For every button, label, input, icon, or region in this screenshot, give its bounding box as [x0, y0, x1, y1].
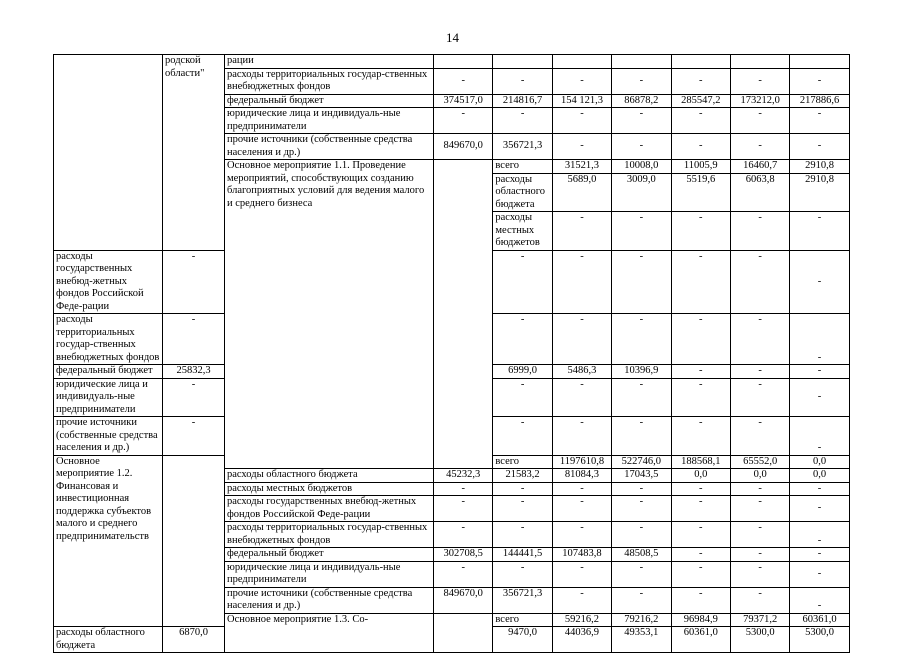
value-cell: - [552, 250, 611, 314]
value-cell: - [434, 108, 493, 134]
value-cell [552, 55, 611, 69]
value-cell: 25832,3 [163, 365, 225, 379]
value-cell: - [434, 522, 493, 548]
funding-source-cell: расходы территориальных государ-ственных внебюджетных фондов [225, 68, 434, 94]
value-cell: - [493, 561, 552, 587]
value-cell: - [671, 548, 730, 562]
funding-source-cell: расходы областного бюджета [493, 173, 552, 212]
value-cell: - [730, 587, 789, 613]
value-cell: 356721,3 [493, 134, 552, 160]
value-cell: 154 121,3 [552, 94, 611, 108]
value-cell: - [671, 378, 730, 417]
funding-source-cell: федеральный бюджет [54, 365, 163, 379]
value-cell: 11005,9 [671, 160, 730, 174]
value-cell: 79371,2 [730, 613, 789, 627]
value-cell: - [790, 108, 849, 134]
value-cell: 173212,0 [730, 94, 789, 108]
value-cell: 60361,0 [790, 613, 849, 627]
value-cell: 217886,6 [790, 94, 849, 108]
value-cell: - [552, 496, 611, 522]
funding-source-cell: расходы территориальных государ-ственных внебюджетных фондов [54, 314, 163, 365]
value-cell: - [730, 561, 789, 587]
funding-source-cell: всего [493, 613, 552, 627]
value-cell: 96984,9 [671, 613, 730, 627]
value-cell: - [612, 522, 671, 548]
value-cell: - [790, 496, 849, 522]
value-cell: - [552, 561, 611, 587]
value-cell: 522746,0 [612, 455, 671, 469]
value-cell: 21583,2 [493, 469, 552, 483]
value-cell: - [671, 108, 730, 134]
value-cell: 6063,8 [730, 173, 789, 212]
value-cell: - [790, 587, 849, 613]
value-cell: - [612, 482, 671, 496]
executor-cell [163, 455, 225, 627]
value-cell: - [493, 417, 552, 456]
value-cell: - [612, 587, 671, 613]
value-cell: - [552, 522, 611, 548]
value-cell: - [552, 134, 611, 160]
value-cell: 59216,2 [552, 613, 611, 627]
value-cell: - [163, 250, 225, 314]
event-name-cell: Основное мероприятие 1.1. Проведение мероприятий, способствующих созданию благоприятных условий для ведения малого и среднего бизнеса [225, 160, 434, 469]
value-cell: - [730, 365, 789, 379]
value-cell: - [671, 496, 730, 522]
value-cell: - [730, 417, 789, 456]
event-name-cell: Основное мероприятие 1.3. Со- [225, 613, 434, 653]
value-cell: - [671, 212, 730, 251]
value-cell: 44036,9 [552, 627, 611, 653]
value-cell: - [612, 314, 671, 365]
value-cell: 45232,3 [434, 469, 493, 483]
value-cell: - [790, 134, 849, 160]
value-cell [434, 55, 493, 69]
value-cell: - [552, 482, 611, 496]
value-cell: - [612, 108, 671, 134]
value-cell: - [671, 482, 730, 496]
value-cell: - [790, 561, 849, 587]
value-cell: 79216,2 [612, 613, 671, 627]
value-cell: - [493, 250, 552, 314]
value-cell: - [552, 212, 611, 251]
value-cell: - [730, 134, 789, 160]
value-cell: - [493, 496, 552, 522]
value-cell: 0,0 [790, 469, 849, 483]
funding-source-cell: расходы государственных внебюд-жетных фондов Российской Феде-рации [54, 250, 163, 314]
value-cell [612, 55, 671, 69]
value-cell: - [730, 482, 789, 496]
value-cell: - [612, 417, 671, 456]
value-cell: 60361,0 [671, 627, 730, 653]
value-cell: - [790, 212, 849, 251]
value-cell: 5486,3 [552, 365, 611, 379]
funding-source-cell: юридические лица и индивидуаль-ные предприниматели [225, 561, 434, 587]
value-cell: 302708,5 [434, 548, 493, 562]
value-cell: 374517,0 [434, 94, 493, 108]
value-cell: - [730, 496, 789, 522]
value-cell: - [790, 548, 849, 562]
value-cell: 214816,7 [493, 94, 552, 108]
funding-source-cell: всего [493, 160, 552, 174]
value-cell: - [730, 314, 789, 365]
value-cell: - [730, 108, 789, 134]
value-cell: - [612, 250, 671, 314]
value-cell: - [552, 68, 611, 94]
value-cell [493, 55, 552, 69]
value-cell: - [552, 108, 611, 134]
value-cell: - [552, 314, 611, 365]
value-cell: 49353,1 [612, 627, 671, 653]
budget-table [53, 54, 850, 653]
funding-source-cell: расходы государственных внебюд-жетных фондов Российской Феде-рации [225, 496, 434, 522]
value-cell: - [671, 417, 730, 456]
event-name-cell: Основное мероприятие 1.2. Финансовая и инвестиционная поддержка субъектов малого и среднего предпринимательств [54, 455, 163, 627]
value-cell: 31521,3 [552, 160, 611, 174]
value-cell: - [671, 314, 730, 365]
value-cell: - [552, 378, 611, 417]
value-cell: - [493, 378, 552, 417]
value-cell: - [790, 417, 849, 456]
value-cell: - [730, 68, 789, 94]
value-cell: - [612, 561, 671, 587]
value-cell: - [163, 417, 225, 456]
value-cell: - [434, 68, 493, 94]
value-cell: 81084,3 [552, 469, 611, 483]
value-cell: - [671, 561, 730, 587]
value-cell [671, 55, 730, 69]
value-cell: - [612, 134, 671, 160]
table-row [54, 55, 850, 69]
value-cell: 48508,5 [612, 548, 671, 562]
executor-cell: родской области" [163, 55, 225, 251]
value-cell: 6999,0 [493, 365, 552, 379]
value-cell: - [790, 522, 849, 548]
funding-source-cell: прочие источники (собственные средства населения и др.) [225, 587, 434, 613]
value-cell: - [434, 482, 493, 496]
value-cell: - [493, 68, 552, 94]
value-cell: 1197610,8 [552, 455, 611, 469]
funding-source-cell: федеральный бюджет [225, 548, 434, 562]
value-cell: - [493, 314, 552, 365]
value-cell: 10396,9 [612, 365, 671, 379]
value-cell: - [671, 68, 730, 94]
value-cell: - [790, 378, 849, 417]
value-cell: 0,0 [730, 469, 789, 483]
event-name-cell [54, 55, 163, 251]
funding-source-cell: расходы областного бюджета [54, 627, 163, 653]
funding-source-cell: федеральный бюджет [225, 94, 434, 108]
funding-source-cell: всего [493, 455, 552, 469]
value-cell: - [163, 378, 225, 417]
value-cell: 356721,3 [493, 587, 552, 613]
value-cell: 86878,2 [612, 94, 671, 108]
value-cell: 9470,0 [493, 627, 552, 653]
value-cell: - [671, 365, 730, 379]
value-cell: 5519,6 [671, 173, 730, 212]
value-cell: - [434, 496, 493, 522]
value-cell: - [790, 482, 849, 496]
value-cell: - [790, 68, 849, 94]
value-cell: - [612, 378, 671, 417]
value-cell: - [434, 561, 493, 587]
page-number: 14 [446, 30, 459, 45]
value-cell: - [163, 314, 225, 365]
value-cell: 2910,8 [790, 173, 849, 212]
funding-source-cell: юридические лица и индивидуаль-ные предприниматели [225, 108, 434, 134]
value-cell: 0,0 [790, 455, 849, 469]
funding-source-cell: прочие источники (собственные средства населения и др.) [225, 134, 434, 160]
value-cell: 5300,0 [790, 627, 849, 653]
value-cell: - [790, 250, 849, 314]
value-cell [730, 55, 789, 69]
value-cell: 2910,8 [790, 160, 849, 174]
funding-source-cell: расходы местных бюджетов [493, 212, 552, 251]
executor-cell [434, 160, 493, 469]
value-cell: - [612, 496, 671, 522]
funding-source-cell: юридические лица и индивидуаль-ные предприниматели [54, 378, 163, 417]
value-cell: - [493, 108, 552, 134]
value-cell [790, 55, 849, 69]
value-cell: 5300,0 [730, 627, 789, 653]
value-cell: 6870,0 [163, 627, 225, 653]
funding-source-cell: расходы территориальных государ-ственных внебюджетных фондов [225, 522, 434, 548]
value-cell: 849670,0 [434, 134, 493, 160]
executor-cell [434, 613, 493, 653]
value-cell: - [730, 378, 789, 417]
value-cell: 285547,2 [671, 94, 730, 108]
value-cell: - [671, 250, 730, 314]
value-cell: - [790, 314, 849, 365]
value-cell: 16460,7 [730, 160, 789, 174]
value-cell: - [493, 522, 552, 548]
value-cell: 0,0 [671, 469, 730, 483]
value-cell: - [730, 212, 789, 251]
value-cell: 849670,0 [434, 587, 493, 613]
value-cell: 144441,5 [493, 548, 552, 562]
value-cell: - [730, 522, 789, 548]
funding-source-cell: рации [225, 55, 434, 69]
value-cell: 188568,1 [671, 455, 730, 469]
value-cell: - [612, 68, 671, 94]
funding-source-cell: расходы местных бюджетов [225, 482, 434, 496]
value-cell: - [612, 212, 671, 251]
value-cell: 3009,0 [612, 173, 671, 212]
value-cell: 65552,0 [730, 455, 789, 469]
value-cell: - [671, 134, 730, 160]
value-cell: - [671, 587, 730, 613]
value-cell: - [730, 548, 789, 562]
value-cell: - [790, 365, 849, 379]
value-cell: 17043,5 [612, 469, 671, 483]
value-cell: 10008,0 [612, 160, 671, 174]
value-cell: - [552, 417, 611, 456]
value-cell: 5689,0 [552, 173, 611, 212]
value-cell: - [552, 587, 611, 613]
value-cell: - [730, 250, 789, 314]
funding-source-cell: расходы областного бюджета [225, 469, 434, 483]
value-cell: - [671, 522, 730, 548]
value-cell: - [493, 482, 552, 496]
value-cell: 107483,8 [552, 548, 611, 562]
funding-source-cell: прочие источники (собственные средства населения и др.) [54, 417, 163, 456]
